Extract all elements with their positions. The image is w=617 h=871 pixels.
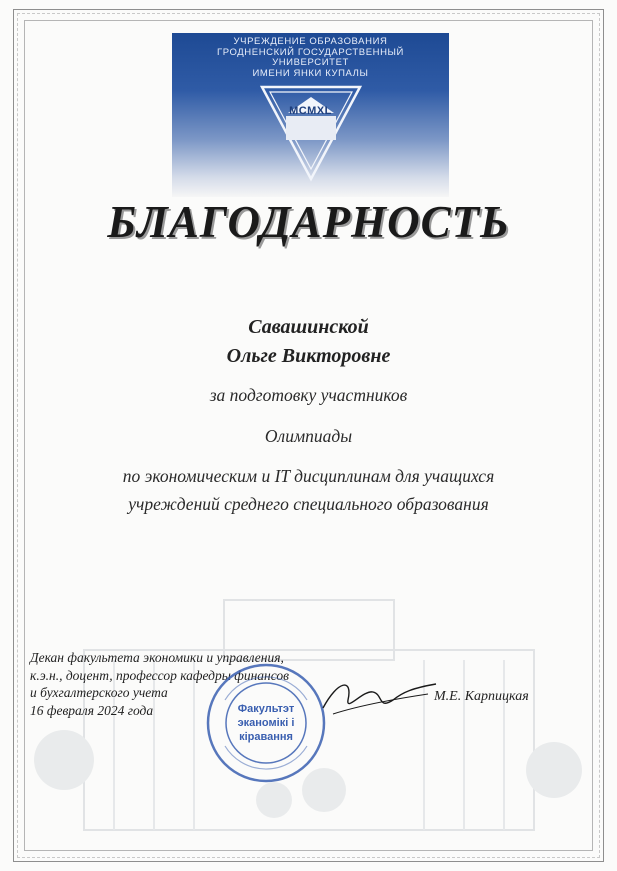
event-detail-line-1: по экономическим и IT дисциплинам для учащихся xyxy=(122,466,495,486)
university-line-3: УНИВЕРСИТЕТ xyxy=(272,57,349,68)
signatory-position-2: к.э.н., доцент, профессор кафедры финансов xyxy=(30,667,290,683)
signatory-position-1: Декан факультета экономики и управления, xyxy=(30,650,284,665)
event-detail-line-2: учреждений среднего специального образования xyxy=(128,494,489,514)
faculty-stamp xyxy=(203,660,329,786)
university-name xyxy=(172,37,449,79)
university-header xyxy=(172,33,449,197)
recipient-surname: Савашинской xyxy=(248,316,369,338)
handwritten-signature xyxy=(318,670,438,720)
stamp-line-3: кіравання xyxy=(239,731,293,743)
reason-line: за подготовку участников xyxy=(209,385,408,405)
event-line: Олимпиады xyxy=(264,426,353,446)
signatory-name: М.Е. Карпицкая xyxy=(434,689,529,704)
recipient-name: Ольге Викторовне xyxy=(226,345,391,367)
emblem-roman-numeral: MCMXL xyxy=(289,105,332,117)
university-line-1: УЧРЕЖДЕНИЕ ОБРАЗОВАНИЯ xyxy=(233,36,388,47)
signatory-position-3: и бухгалтерского учета xyxy=(30,685,168,700)
stamp-line-1: Факультэт xyxy=(237,703,295,715)
university-line-4: ИМЕНИ ЯНКИ КУПАЛЫ xyxy=(252,67,369,79)
stamp-line-2: эканомікі і xyxy=(237,717,295,729)
signature-date: 16 февраля 2024 года xyxy=(30,702,154,718)
university-emblem-icon xyxy=(258,83,364,183)
university-line-2: ГРОДНЕНСКИЙ ГОСУДАРСТВЕННЫЙ xyxy=(217,46,404,58)
certificate-title: БЛАГОДАРНОСТЬ xyxy=(107,197,510,247)
